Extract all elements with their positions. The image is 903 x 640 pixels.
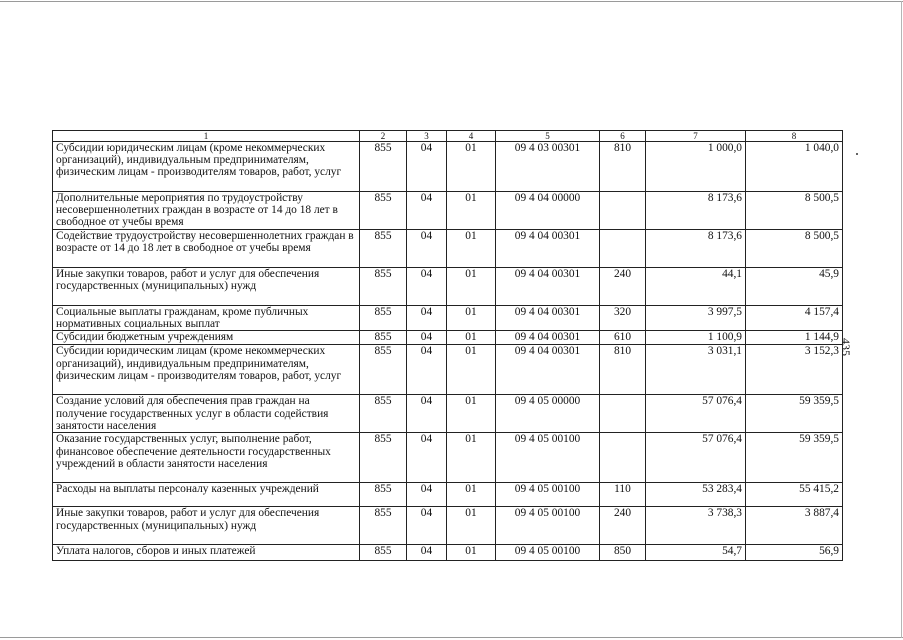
row-amount-year-2: 59 359,5 (746, 433, 843, 483)
row-amount-year-1: 53 283,4 (646, 483, 746, 507)
column-number: 2 (360, 131, 407, 142)
row-subsection-code: 01 (447, 483, 496, 507)
row-amount-year-2: 55 415,2 (746, 483, 843, 507)
row-ministry-code: 855 (360, 142, 407, 192)
row-description: Расходы на выплаты персоналу казенных учреждений (53, 483, 360, 507)
scan-speck (856, 153, 858, 155)
row-section-code: 04 (407, 395, 447, 433)
row-subsection-code: 01 (447, 306, 496, 331)
row-target-article-code: 09 4 04 00301 (496, 345, 600, 395)
row-amount-year-2: 3 152,3 (746, 345, 843, 395)
row-amount-year-2: 59 359,5 (746, 395, 843, 433)
row-expense-type-code: 110 (600, 483, 646, 507)
table-row (53, 142, 843, 192)
row-amount-year-1: 44,1 (646, 268, 746, 306)
row-amount-year-1: 57 076,4 (646, 395, 746, 433)
column-number-row (53, 131, 843, 142)
table-row (53, 545, 843, 561)
row-description: Создание условий для обеспечения прав граждан на получение государственных услуг в области содействия занятости населения (53, 395, 360, 433)
row-expense-type-code: 320 (600, 306, 646, 331)
row-ministry-code: 855 (360, 268, 407, 306)
row-target-article-code: 09 4 05 00000 (496, 395, 600, 433)
column-number: 8 (746, 131, 843, 142)
row-amount-year-2: 3 887,4 (746, 507, 843, 545)
row-amount-year-1: 3 997,5 (646, 306, 746, 331)
row-target-article-code: 09 4 05 00100 (496, 483, 600, 507)
row-expense-type-code: 810 (600, 142, 646, 192)
row-subsection-code: 01 (447, 192, 496, 230)
row-section-code: 04 (407, 483, 447, 507)
row-section-code: 04 (407, 192, 447, 230)
column-number: 4 (447, 131, 496, 142)
row-expense-type-code: 240 (600, 507, 646, 545)
row-target-article-code: 09 4 04 00301 (496, 268, 600, 306)
row-expense-type-code (600, 395, 646, 433)
row-description: Оказание государственных услуг, выполнение работ, финансовое обеспечение деятельности государственных учреждений в области занятости населения (53, 433, 360, 483)
row-target-article-code: 09 4 04 00301 (496, 230, 600, 268)
row-expense-type-code: 610 (600, 331, 646, 345)
row-section-code: 04 (407, 230, 447, 268)
row-ministry-code: 855 (360, 433, 407, 483)
row-target-article-code: 09 4 04 00000 (496, 192, 600, 230)
row-subsection-code: 01 (447, 507, 496, 545)
row-section-code: 04 (407, 433, 447, 483)
column-number: 1 (53, 131, 360, 142)
row-expense-type-code (600, 230, 646, 268)
row-amount-year-1: 8 173,6 (646, 230, 746, 268)
row-amount-year-1: 3 738,3 (646, 507, 746, 545)
table-row (53, 192, 843, 230)
row-amount-year-2: 56,9 (746, 545, 843, 561)
row-description: Субсидии юридическим лицам (кроме некоммерческих организаций), индивидуальным предпринимателям, физическим лицам - производителям товаров, работ, услуг (53, 142, 360, 192)
row-subsection-code: 01 (447, 230, 496, 268)
table-row (53, 331, 843, 345)
row-target-article-code: 09 4 04 00301 (496, 306, 600, 331)
row-ministry-code: 855 (360, 345, 407, 395)
table-row (53, 345, 843, 395)
row-target-article-code: 09 4 05 00100 (496, 545, 600, 561)
row-amount-year-2: 8 500,5 (746, 192, 843, 230)
row-amount-year-2: 8 500,5 (746, 230, 843, 268)
row-amount-year-2: 45,9 (746, 268, 843, 306)
row-target-article-code: 09 4 03 00301 (496, 142, 600, 192)
row-subsection-code: 01 (447, 268, 496, 306)
table-row (53, 395, 843, 433)
row-description: Дополнительные мероприятия по трудоустройству несовершеннолетних граждан в возрасте от 14 до 18 лет в свободное от учебы время (53, 192, 360, 230)
table-row (53, 268, 843, 306)
row-target-article-code: 09 4 05 00100 (496, 433, 600, 483)
column-number: 6 (600, 131, 646, 142)
row-amount-year-2: 1 040,0 (746, 142, 843, 192)
row-ministry-code: 855 (360, 545, 407, 561)
row-ministry-code: 855 (360, 331, 407, 345)
row-section-code: 04 (407, 507, 447, 545)
row-expense-type-code: 810 (600, 345, 646, 395)
row-subsection-code: 01 (447, 395, 496, 433)
row-ministry-code: 855 (360, 483, 407, 507)
row-target-article-code: 09 4 05 00100 (496, 507, 600, 545)
table-row (53, 306, 843, 331)
row-ministry-code: 855 (360, 507, 407, 545)
row-section-code: 04 (407, 306, 447, 331)
row-expense-type-code (600, 433, 646, 483)
row-ministry-code: 855 (360, 395, 407, 433)
page-number: 435 (839, 338, 853, 356)
row-amount-year-1: 3 031,1 (646, 345, 746, 395)
scan-bottom-edge (0, 637, 903, 638)
row-ministry-code: 855 (360, 192, 407, 230)
row-target-article-code: 09 4 04 00301 (496, 331, 600, 345)
scan-right-edge (901, 1, 902, 638)
row-description: Социальные выплаты гражданам, кроме публичных нормативных социальных выплат (53, 306, 360, 331)
row-amount-year-1: 1 100,9 (646, 331, 746, 345)
row-amount-year-1: 8 173,6 (646, 192, 746, 230)
row-expense-type-code: 240 (600, 268, 646, 306)
row-description: Содействие трудоустройству несовершеннолетних граждан в возрасте от 14 до 18 лет в свободное от учебы время (53, 230, 360, 268)
row-description: Субсидии юридическим лицам (кроме некоммерческих организаций), индивидуальным предпринимателям, физическим лицам - производителям товаров, работ, услуг (53, 345, 360, 395)
row-section-code: 04 (407, 142, 447, 192)
row-ministry-code: 855 (360, 306, 407, 331)
row-section-code: 04 (407, 545, 447, 561)
row-section-code: 04 (407, 268, 447, 306)
row-amount-year-1: 54,7 (646, 545, 746, 561)
row-subsection-code: 01 (447, 345, 496, 395)
scan-top-edge (0, 1, 903, 2)
row-amount-year-1: 1 000,0 (646, 142, 746, 192)
table-row (53, 433, 843, 483)
row-subsection-code: 01 (447, 545, 496, 561)
row-ministry-code: 855 (360, 230, 407, 268)
row-section-code: 04 (407, 331, 447, 345)
column-number: 3 (407, 131, 447, 142)
row-amount-year-2: 4 157,4 (746, 306, 843, 331)
row-subsection-code: 01 (447, 331, 496, 345)
budget-table (52, 130, 843, 561)
row-description: Субсидии бюджетным учреждениям (53, 331, 360, 345)
table-row (53, 483, 843, 507)
row-amount-year-2: 1 144,9 (746, 331, 843, 345)
column-number: 7 (646, 131, 746, 142)
table-row (53, 230, 843, 268)
row-description: Иные закупки товаров, работ и услуг для обеспечения государственных (муниципальных) нужд (53, 268, 360, 306)
row-section-code: 04 (407, 345, 447, 395)
row-amount-year-1: 57 076,4 (646, 433, 746, 483)
column-number: 5 (496, 131, 600, 142)
row-description: Иные закупки товаров, работ и услуг для обеспечения государственных (муниципальных) нужд (53, 507, 360, 545)
row-subsection-code: 01 (447, 433, 496, 483)
row-subsection-code: 01 (447, 142, 496, 192)
row-expense-type-code (600, 192, 646, 230)
table-row (53, 507, 843, 545)
row-description: Уплата налогов, сборов и иных платежей (53, 545, 360, 561)
row-expense-type-code: 850 (600, 545, 646, 561)
